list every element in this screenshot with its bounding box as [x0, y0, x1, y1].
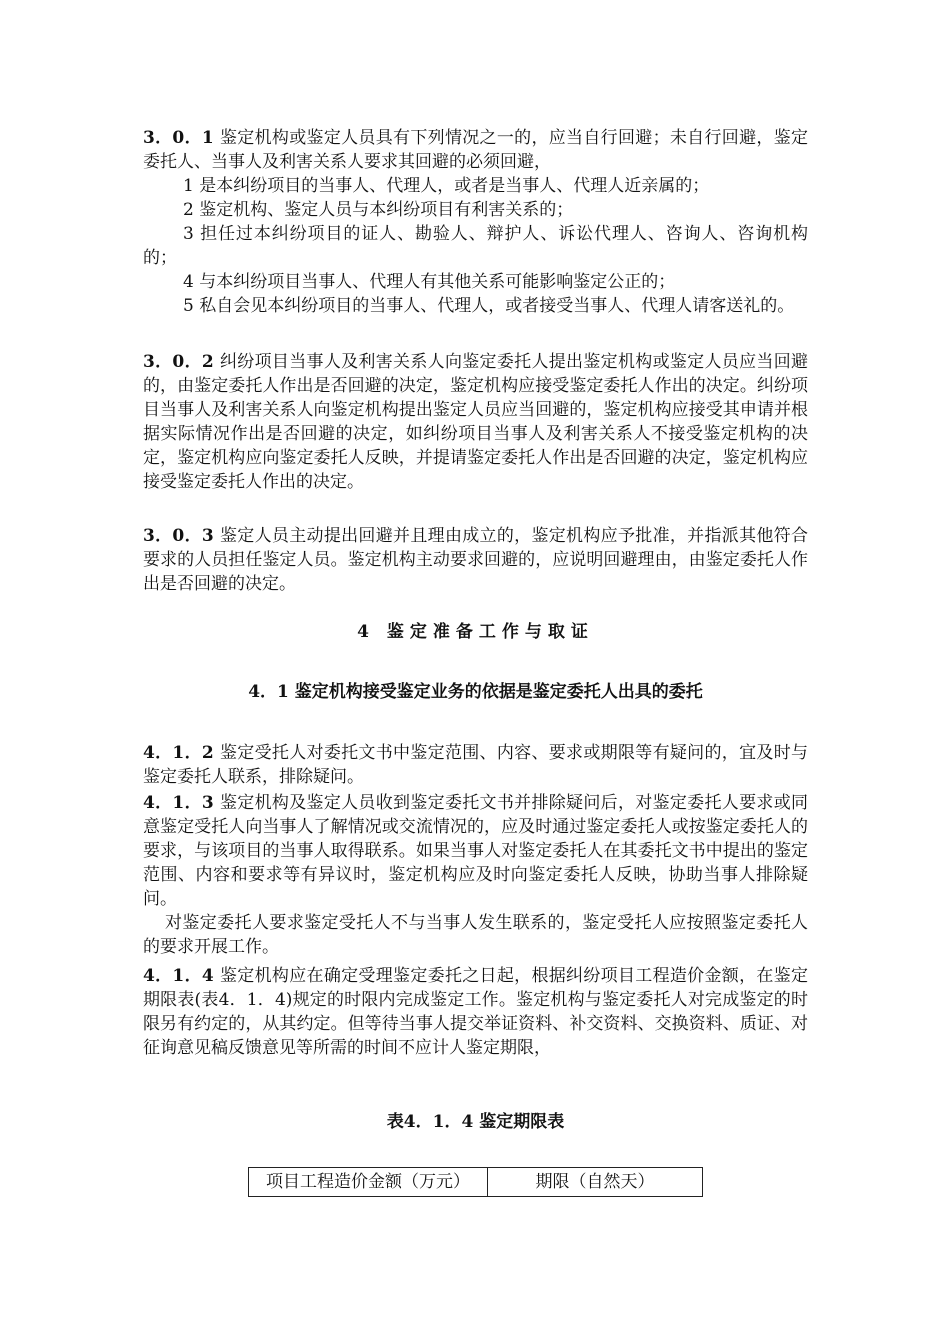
chapter-heading: 4 鉴定准备工作与取证: [357, 622, 594, 642]
clause-text: 鉴定机构及鉴定人员收到鉴定委托文书并排除疑问后，对鉴定委托人要求或同意鉴定受托人向当事人了解情况或交流情况的，应及时通过鉴定委托人或按鉴定委托人的要求，与该项目的当事人取得联系。如果当事人对鉴定委托人在其委托文书中提出的鉴定范围、内容和要求等有异议时，鉴定机构应及时向鉴定委托人反映，协助当事人排除疑问。: [143, 793, 808, 909]
clause-number: 4．1．3: [143, 793, 214, 813]
clause-number: 3．0．2: [143, 352, 214, 372]
list-item: 5 私自会见本纠纷项目的当事人、代理人，或者接受当事人、代理人请客送礼的。: [183, 296, 795, 316]
clause-number: 3．0．3: [143, 526, 214, 546]
section-heading: 4．1 鉴定机构接受鉴定业务的依据是鉴定委托人出具的委托: [248, 682, 703, 702]
clause-paragraph: [143, 126, 808, 174]
clause-4-1-4: [143, 964, 808, 1060]
clause-text: 纠纷项目当事人及利害关系人向鉴定委托人提出鉴定机构或鉴定人员应当回避的，由鉴定委托人作出是否回避的决定，鉴定机构应接受鉴定委托人作出的决定。纠纷项目当事人及利害关系人向鉴定机构提出鉴定人员应当回避的，鉴定机构应接受其申请并根据实际情况作出是否回避的决定，如纠纷项目当事人及利害关系人不接受鉴定机构的决定，鉴定机构应向鉴定委托人反映，并提请鉴定委托人作出是否回避的决定，鉴定机构应接受鉴定委托人作出的决定。: [143, 352, 808, 492]
clause-3-0-1: [143, 126, 808, 318]
list-item: 1 是本纠纷项目的当事人、代理人，或者是当事人、代理人近亲属的；: [183, 176, 710, 196]
clause-paragraph: [143, 524, 808, 596]
clause-4-1-3: [143, 791, 808, 959]
deadline-table: [248, 1167, 703, 1197]
clause-paragraph: [143, 791, 808, 911]
clause-text: 鉴定受托人对委托文书中鉴定范围、内容、要求或期限等有疑问的，宜及时与鉴定委托人联系，排除疑问。: [143, 743, 808, 787]
table-header-cell: 项目工程造价金额（万元）: [249, 1168, 488, 1197]
list-item: 2 鉴定机构、鉴定人员与本纠纷项目有利害关系的；: [183, 200, 574, 220]
list-item: 3 担任过本纠纷项目的证人、勘验人、辩护人、诉讼代理人、咨询人、咨询机构的；: [143, 224, 808, 268]
clause-text: 鉴定人员主动提出回避并且理由成立的，鉴定机构应予批准，并指派其他符合要求的人员担任鉴定人员。鉴定机构主动要求回避的，应说明回避理由，由鉴定委托人作出是否回避的决定。: [143, 526, 808, 594]
clause-number: 3．0．1: [143, 128, 214, 148]
clause-3-0-2: [143, 350, 808, 494]
table-header-row: [249, 1168, 703, 1197]
list-item: 4 与本纠纷项目当事人、代理人有其他关系可能影响鉴定公正的；: [183, 272, 676, 292]
clause-3-0-3: [143, 524, 808, 596]
clause-number: 4．1．4: [143, 966, 214, 986]
clause-paragraph: [143, 350, 808, 494]
clause-number: 4．1．2: [143, 743, 214, 763]
clause-text: 鉴定机构或鉴定人员具有下列情况之一的，应当自行回避；未自行回避，鉴定委托人、当事人及利害关系人要求其回避的必须回避，: [143, 128, 808, 172]
clause-4-1-2: [143, 741, 808, 789]
table-header-cell: 期限（自然天）: [488, 1168, 703, 1197]
clause-paragraph: [143, 741, 808, 789]
table-title: 表4．1．4 鉴定期限表: [386, 1112, 565, 1132]
clause-paragraph: [143, 964, 808, 1060]
clause-extra-paragraph: 对鉴定委托人要求鉴定受托人不与当事人发生联系的，鉴定受托人应按照鉴定委托人的要求开展工作。: [143, 913, 808, 957]
clause-text: 鉴定机构应在确定受理鉴定委托之日起，根据纠纷项目工程造价金额，在鉴定期限表(表4．1．4)规定的时限内完成鉴定工作。鉴定机构与鉴定委托人对完成鉴定的时限另有约定的，从其约定。但等待当事人提交举证资料、补交资料、交换资料、质证、对征询意见稿反馈意见等所需的时间不应计人鉴定期限，: [143, 966, 808, 1058]
